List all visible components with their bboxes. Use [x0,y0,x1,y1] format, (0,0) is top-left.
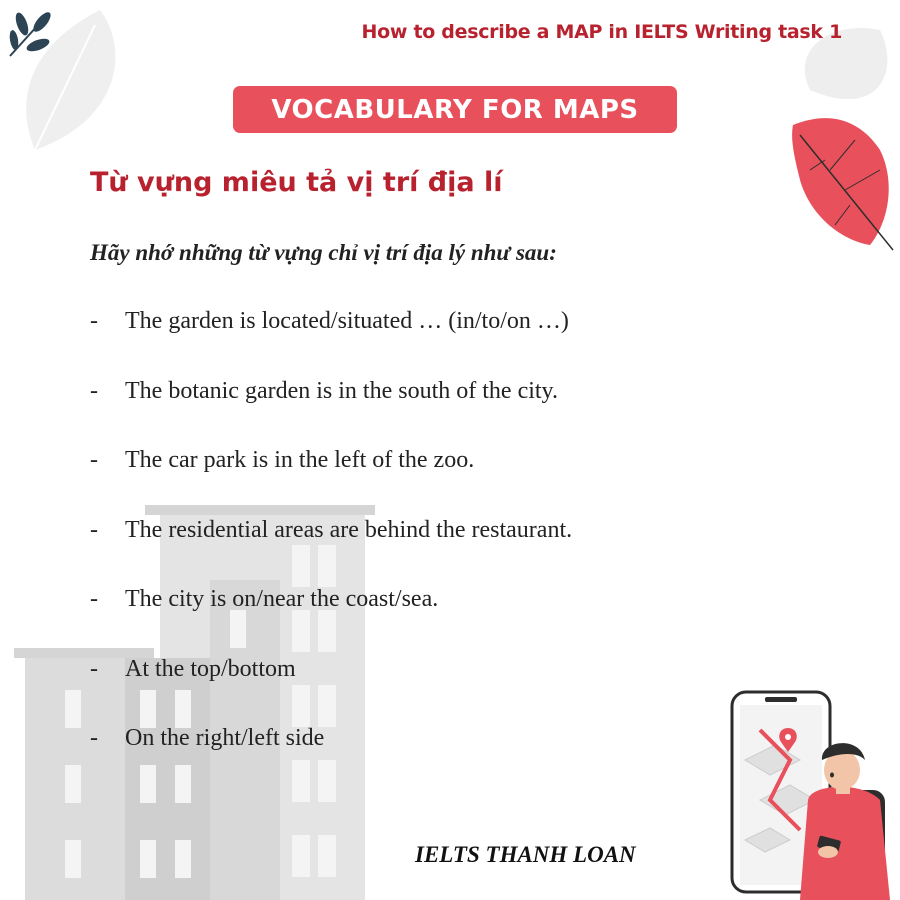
banner-label: VOCABULARY FOR MAPS [271,94,639,125]
list-bullet: - [90,516,98,543]
list-bullet: - [90,725,98,751]
leaf-icon [8,10,53,56]
list-item [90,517,572,587]
list-bullet: - [90,655,98,682]
list-item [90,586,572,656]
list-item-text: The garden is located/situated … (in/to/on …) [125,308,569,334]
list-item-text: The city is on/near the coast/sea. [125,586,439,612]
list-item-text: The botanic garden is in the south of the city. [125,377,558,404]
list-item-text: On the right/left side [125,725,325,751]
list-item [90,378,572,448]
vocabulary-list [90,308,572,795]
list-item [90,725,572,795]
intro-text: Hãy nhớ những từ vựng chỉ vị trí địa lý như sau: [90,240,557,265]
list-bullet: - [90,308,98,334]
list-item [90,656,572,726]
list-item-text: The residential areas are behind the restaurant. [125,516,573,543]
list-item [90,308,572,378]
section-heading: Từ vựng miêu tả vị trí địa lí [90,167,503,198]
header-title: How to describe a MAP in IELTS Writing task 1 [361,21,842,43]
leaf-icon [26,10,115,150]
list-bullet: - [90,586,98,612]
list-item [90,447,572,517]
list-item-text: At the top/bottom [125,655,296,682]
banner [233,86,677,133]
footer-brand: IELTS THANH LOAN [415,842,636,867]
list-bullet: - [90,377,98,404]
list-bullet: - [90,447,98,473]
leaf-icon [792,118,893,250]
list-item-text: The car park is in the left of the zoo. [125,447,475,473]
